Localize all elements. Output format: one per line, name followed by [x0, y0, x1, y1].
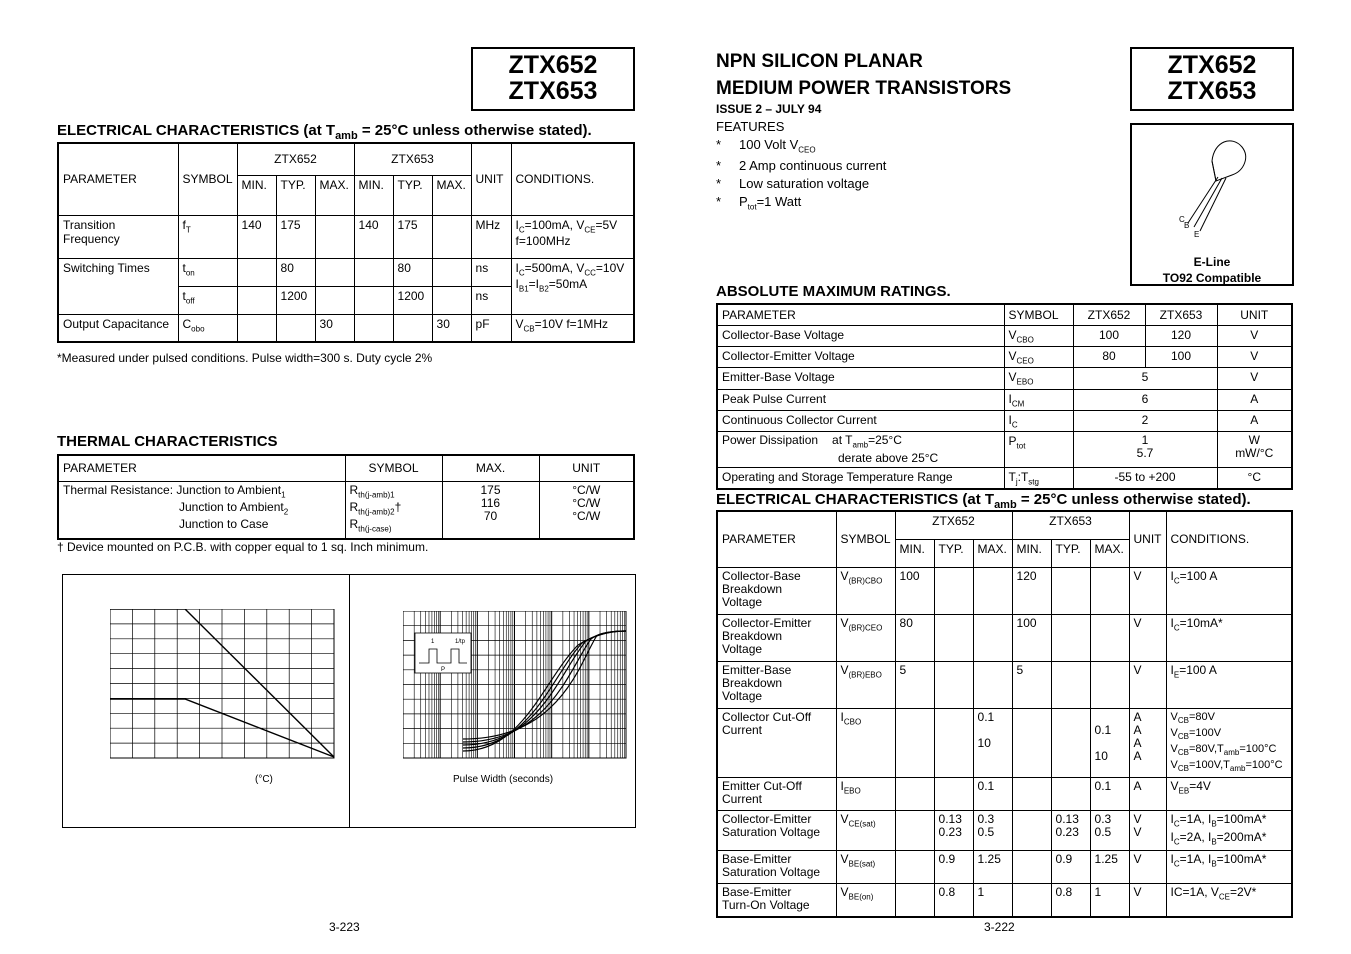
- table-row: [58, 314, 634, 342]
- right-elec-val: 0.13 0.23: [1051, 811, 1090, 851]
- left-elec-val: 30: [315, 314, 354, 342]
- right-elec-val: 0.13 0.23: [934, 811, 973, 851]
- pulse-curve: [463, 631, 626, 748]
- left-elec-param: Switching Times: [58, 258, 178, 314]
- right-elec-h-min1: MIN.: [895, 539, 934, 567]
- left-elec-val: [432, 258, 471, 286]
- table-row: [717, 411, 1292, 432]
- abs-symbol: $I_C$: [1004, 411, 1073, 432]
- pin-c-label: C: [1179, 215, 1185, 224]
- right-elec-cond: $I_C=1A$, $I_B=100mA*$: [1166, 851, 1292, 884]
- abs-param: Continuous Collector Current: [717, 411, 1004, 432]
- right-elec-cond: $I_C=100$ A: [1166, 567, 1292, 614]
- table-row: [717, 884, 1292, 917]
- left-elec-h-min1: MIN.: [237, 175, 276, 215]
- abs-param: Power Dissipation at $T_{amb}=25^\circ C$ derate above 25°C: [717, 432, 1004, 467]
- graphs-frame: [62, 574, 636, 828]
- right-issue: ISSUE 2 – JULY 94: [716, 102, 822, 116]
- package-caption: [1132, 254, 1292, 286]
- right-elec-val: 0.9: [934, 851, 973, 884]
- right-elec-val: [895, 884, 934, 917]
- abs-val-both: 1 5.7: [1073, 432, 1217, 467]
- pulse-inset-label1: 1: [431, 639, 435, 645]
- left-page-number: 3-223: [329, 920, 360, 934]
- right-elec-symbol: $V_{(BR)CBO}$: [836, 567, 895, 614]
- left-elec-h-param: PARAMETER: [58, 143, 178, 215]
- left-elec-param: Transition Frequency: [58, 215, 178, 258]
- abs-val-both: 6: [1073, 389, 1217, 410]
- graphs-divider: [349, 575, 350, 827]
- right-elec-table: [716, 510, 1293, 918]
- right-title: [716, 48, 1011, 102]
- right-elec-symbol: $V_{(BR)CEO}$: [836, 614, 895, 661]
- right-elec-unit: A A A A: [1129, 708, 1166, 778]
- right-elec-cond: $I_C=10mA*$: [1166, 614, 1292, 661]
- list-item: * Low saturation voltage: [716, 175, 870, 191]
- right-page-number: 3-222: [984, 920, 1015, 934]
- abs-val-653: 100: [1145, 346, 1217, 367]
- left-elec-h-cond: CONDITIONS.: [511, 143, 634, 215]
- right-elec-val: 0.3 0.5: [973, 811, 1012, 851]
- right-elec-val: 100: [1012, 614, 1051, 661]
- abs-unit: A: [1217, 389, 1292, 410]
- left-elec-sym: $f_T$: [178, 215, 237, 258]
- left-elec-h-symbol: SYMBOL: [178, 143, 237, 215]
- right-elec-val: [1090, 614, 1129, 661]
- right-elec-val: [934, 661, 973, 708]
- right-elec-val: [1090, 567, 1129, 614]
- pulse-curve: [463, 631, 626, 742]
- left-elec-h-653: ZTX653: [354, 143, 471, 175]
- right-elec-val: 120: [1012, 567, 1051, 614]
- thermal-note: † Device mounted on P.C.B. with copper equal to 1 sq. Inch minimum.: [57, 540, 429, 554]
- left-elec-val: [354, 258, 393, 286]
- table-row: [717, 567, 1292, 614]
- right-elec-val: 0.1: [973, 778, 1012, 811]
- abs-val-both: 2: [1073, 411, 1217, 432]
- right-elec-cond: $V_{CB}=80V$ $V_{CB}=100V$ $V_{CB}=80V,T_{amb}=100^\circ C$ $V_{CB}=100V,T_{amb}=100^\circ C$: [1166, 708, 1292, 778]
- right-elec-unit: V: [1129, 567, 1166, 614]
- right-part-number-box: [1130, 47, 1294, 111]
- left-elec-val: [237, 314, 276, 342]
- table-row: [717, 778, 1292, 811]
- right-elec-val: [973, 661, 1012, 708]
- left-elec-cond: $I_C=500mA$, $V_{CC}=10V$ $I_{B1}=I_{B2}=50mA$: [511, 258, 634, 314]
- right-elec-cond: $V_{EB}=4V$: [1166, 778, 1292, 811]
- right-elec-param: Emitter Cut-Off Current: [717, 778, 836, 811]
- abs-unit: V: [1217, 325, 1292, 346]
- right-elec-val: 0.1 10: [973, 708, 1012, 778]
- right-elec-h-typ1: TYP.: [934, 539, 973, 567]
- abs-val-653: 120: [1145, 325, 1217, 346]
- right-part-number-1: ZTX652: [1167, 51, 1257, 79]
- right-elec-h-652: ZTX652: [895, 511, 1012, 539]
- right-part-number-2: ZTX653: [1167, 77, 1257, 105]
- right-elec-symbol: $V_{BE(on)}$: [836, 884, 895, 917]
- abs-param: Peak Pulse Current: [717, 389, 1004, 410]
- right-elec-val: [973, 567, 1012, 614]
- abs-unit: °C: [1217, 467, 1292, 489]
- right-elec-val: [934, 567, 973, 614]
- left-part-number-2: ZTX653: [508, 77, 598, 105]
- derating-graph: [110, 609, 335, 759]
- abs-h-unit: UNIT: [1217, 304, 1292, 325]
- right-elec-cond: $I_E=100$ A: [1166, 661, 1292, 708]
- left-elec-h-typ2: TYP.: [393, 175, 432, 215]
- right-elec-symbol: $V_{BE(sat)}$: [836, 851, 895, 884]
- right-elec-param: Base-Emitter Turn-On Voltage: [717, 884, 836, 917]
- table-row: [717, 368, 1292, 389]
- table-row: [717, 467, 1292, 489]
- right-elec-h-unit: UNIT: [1129, 511, 1166, 567]
- abs-unit: V: [1217, 346, 1292, 367]
- right-elec-unit: V: [1129, 661, 1166, 708]
- abs-symbol: $I_{CM}$: [1004, 389, 1073, 410]
- abs-symbol: $P_{tot}$: [1004, 432, 1073, 467]
- left-elec-val: 80: [393, 258, 432, 286]
- right-title-line1: NPN SILICON PLANAR: [716, 51, 923, 72]
- right-elec-h-symbol: SYMBOL: [836, 511, 895, 567]
- left-elec-table: [57, 142, 635, 343]
- left-elec-unit: ns: [471, 258, 511, 286]
- right-elec-val: [1012, 851, 1051, 884]
- list-item: * $P_{tot}=1$ Watt: [716, 193, 802, 212]
- left-elec-note: *Measured under pulsed conditions. Pulse width=300 s. Duty cycle 2%: [57, 351, 433, 365]
- right-elec-param: Collector-Emitter Breakdown Voltage: [717, 614, 836, 661]
- abs-unit: V: [1217, 368, 1292, 389]
- right-elec-unit: V V: [1129, 811, 1166, 851]
- right-elec-val: 100: [895, 567, 934, 614]
- right-elec-val: 5: [895, 661, 934, 708]
- left-elec-val: 1200: [393, 286, 432, 314]
- table-row: [717, 708, 1292, 778]
- abs-h-symbol: SYMBOL: [1004, 304, 1073, 325]
- abs-symbol: $V_{EBO}$: [1004, 368, 1073, 389]
- right-elec-val: [973, 614, 1012, 661]
- abs-h-param: PARAMETER: [717, 304, 1004, 325]
- right-elec-val: [895, 778, 934, 811]
- right-elec-cond: IC=1A, $V_{CE}=2V*$: [1166, 884, 1292, 917]
- left-elec-h-typ1: TYP.: [276, 175, 315, 215]
- right-elec-h-typ2: TYP.: [1051, 539, 1090, 567]
- left-part-number-1: ZTX652: [508, 51, 598, 79]
- right-elec-val: 0.8: [934, 884, 973, 917]
- package-line1: E-Line: [1193, 255, 1231, 269]
- right-elec-val: 1.25: [973, 851, 1012, 884]
- left-elec-h-min2: MIN.: [354, 175, 393, 215]
- graph1-xlabel: (°C): [255, 774, 273, 785]
- right-elec-val: [1051, 567, 1090, 614]
- thermal-h-max: MAX.: [442, 455, 539, 481]
- right-elec-val: 1: [973, 884, 1012, 917]
- left-elec-sym: $C_{obo}$: [178, 314, 237, 342]
- right-elec-param: Collector-Emitter Saturation Voltage: [717, 811, 836, 851]
- right-elec-param: Emitter-Base Breakdown Voltage: [717, 661, 836, 708]
- thermal-h-unit: UNIT: [539, 455, 634, 481]
- thermal-h-symbol: SYMBOL: [345, 455, 442, 481]
- thermal-unit: °C/W °C/W °C/W: [539, 481, 634, 539]
- graph2-xlabel: Pulse Width (seconds): [453, 774, 554, 785]
- right-elec-unit: A: [1129, 778, 1166, 811]
- left-elec-unit: pF: [471, 314, 511, 342]
- left-elec-h-unit: UNIT: [471, 143, 511, 215]
- left-elec-val: [237, 258, 276, 286]
- right-elec-h-653: ZTX653: [1012, 511, 1129, 539]
- right-elec-val: [1090, 661, 1129, 708]
- right-elec-val: 5: [1012, 661, 1051, 708]
- right-elec-unit: V: [1129, 884, 1166, 917]
- left-elec-val: [237, 286, 276, 314]
- left-elec-val: [315, 286, 354, 314]
- right-elec-val: 80: [895, 614, 934, 661]
- features-list: [716, 119, 886, 214]
- left-elec-h-max1: MAX.: [315, 175, 354, 215]
- left-elec-val: [276, 314, 315, 342]
- right-elec-val: [1012, 884, 1051, 917]
- left-elec-unit: ns: [471, 286, 511, 314]
- left-elec-val: [315, 258, 354, 286]
- right-elec-cond: $I_C=1A$, $I_B=100mA*$ $I_C=2A$, $I_B=200mA*$: [1166, 811, 1292, 851]
- left-elec-h-max2: MAX.: [432, 175, 471, 215]
- pulse-curve: [463, 631, 626, 739]
- left-elec-cond: $V_{CB}=10V$ f=1MHz: [511, 314, 634, 342]
- left-elec-cond: $I_C=100mA$, $V_{CE}=5V$ f=100MHz: [511, 215, 634, 258]
- left-elec-sym: $t_{on}$: [178, 258, 237, 286]
- abs-val-652: 80: [1073, 346, 1145, 367]
- right-elec-h-max1: MAX.: [973, 539, 1012, 567]
- right-elec-param: Collector-Base Breakdown Voltage: [717, 567, 836, 614]
- right-elec-symbol: $I_{CBO}$: [836, 708, 895, 778]
- left-elec-title: ELECTRICAL CHARACTERISTICS (at $T_{amb} = 25^\circ C$ unless otherwise stated).: [57, 122, 592, 142]
- abs-param: Operating and Storage Temperature Range: [717, 467, 1004, 489]
- thermal-max: 175 116 70: [442, 481, 539, 539]
- right-elec-val: 1: [1090, 884, 1129, 917]
- pin-b-label: B: [1184, 221, 1190, 230]
- abs-val-both: -55 to +200: [1073, 467, 1217, 489]
- right-title-line2: MEDIUM POWER TRANSISTORS: [716, 78, 1012, 99]
- right-elec-val: [1012, 811, 1051, 851]
- thermal-symbol: $R_{th(j-amb)1}$ $R_{th(j-amb)2}\dagger$ $R_{th(j-case)}$: [345, 481, 442, 539]
- right-elec-title: ELECTRICAL CHARACTERISTICS (at $T_{amb} = 25^\circ C$ unless otherwise stated).: [716, 491, 1251, 511]
- package-box: [1130, 123, 1294, 286]
- right-elec-unit: V: [1129, 614, 1166, 661]
- right-elec-param: Base-Emitter Saturation Voltage: [717, 851, 836, 884]
- right-elec-h-min2: MIN.: [1012, 539, 1051, 567]
- table-row: [717, 389, 1292, 410]
- right-elec-h-param: PARAMETER: [717, 511, 836, 567]
- thermal-table: [57, 454, 635, 540]
- right-elec-val: [1051, 708, 1090, 778]
- thermal-title: THERMAL CHARACTERISTICS: [57, 433, 278, 450]
- left-elec-val: [354, 314, 393, 342]
- features-label: FEATURES: [716, 119, 785, 134]
- abs-h-652: ZTX652: [1073, 304, 1145, 325]
- right-elec-symbol: $V_{(BR)EBO}$: [836, 661, 895, 708]
- right-elec-val: [1051, 614, 1090, 661]
- right-elec-val: 0.9: [1051, 851, 1090, 884]
- pulse-graph: [403, 611, 627, 759]
- abs-h-653: ZTX653: [1145, 304, 1217, 325]
- abs-symbol: $T_j:T_{stg}$: [1004, 467, 1073, 489]
- left-elec-h-652: ZTX652: [237, 143, 354, 175]
- abs-max-title: ABSOLUTE MAXIMUM RATINGS.: [716, 283, 951, 300]
- abs-val-652: 100: [1073, 325, 1145, 346]
- right-elec-val: 0.8: [1051, 884, 1090, 917]
- right-elec-h-cond: CONDITIONS.: [1166, 511, 1292, 567]
- abs-param: Collector-Base Voltage: [717, 325, 1004, 346]
- table-row: [717, 346, 1292, 367]
- right-elec-val: 0.1: [1090, 778, 1129, 811]
- right-elec-val: [1012, 708, 1051, 778]
- table-row: [58, 481, 634, 539]
- table-row: [717, 851, 1292, 884]
- left-elec-sym: $t_{off}$: [178, 286, 237, 314]
- right-elec-body: [717, 567, 1292, 917]
- right-elec-val: 0.3 0.5: [1090, 811, 1129, 851]
- right-elec-val: [1051, 661, 1090, 708]
- abs-symbol: $V_{CBO}$: [1004, 325, 1073, 346]
- transistor-package-icon: [1172, 131, 1262, 241]
- right-elec-param: Collector Cut-Off Current: [717, 708, 836, 778]
- table-row: [58, 215, 634, 258]
- right-elec-val: [934, 778, 973, 811]
- right-elec-symbol: $I_{EBO}$: [836, 778, 895, 811]
- table-row: [58, 258, 634, 286]
- left-elec-val: [354, 286, 393, 314]
- list-item: * 100 Volt $V_{CEO}$: [716, 137, 816, 155]
- pulse-inset-label3: P: [441, 667, 446, 673]
- right-elec-val: [934, 708, 973, 778]
- right-elec-val: 1.25: [1090, 851, 1129, 884]
- left-elec-val: 175: [393, 215, 432, 258]
- abs-max-table: [716, 303, 1293, 490]
- table-row: [717, 325, 1292, 346]
- left-elec-val: 80: [276, 258, 315, 286]
- left-elec-val: 30: [432, 314, 471, 342]
- table-row: [717, 614, 1292, 661]
- pulse-curve: [463, 631, 626, 751]
- abs-param: Emitter-Base Voltage: [717, 368, 1004, 389]
- abs-unit: A: [1217, 411, 1292, 432]
- right-elec-val: [895, 708, 934, 778]
- left-elec-val: [393, 314, 432, 342]
- pulse-curve: [463, 631, 626, 745]
- pin-e-label: E: [1194, 230, 1200, 239]
- table-row: [717, 661, 1292, 708]
- right-elec-unit: V: [1129, 851, 1166, 884]
- abs-symbol: $V_{CEO}$: [1004, 346, 1073, 367]
- abs-val-both: 5: [1073, 368, 1217, 389]
- abs-unit: W mW/°C: [1217, 432, 1292, 467]
- right-elec-val: [1012, 778, 1051, 811]
- left-elec-val: 175: [276, 215, 315, 258]
- pulse-inset-label2: 1/tp: [455, 639, 466, 645]
- left-elec-val: 1200: [276, 286, 315, 314]
- right-elec-val: [1051, 778, 1090, 811]
- right-elec-val: 0.1 10: [1090, 708, 1129, 778]
- list-item: * 2 Amp continuous current: [716, 157, 887, 173]
- package-line2: TO92 Compatible: [1162, 271, 1262, 285]
- left-elec-val: 140: [354, 215, 393, 258]
- left-elec-unit: MHz: [471, 215, 511, 258]
- left-elec-param: Output Capacitance: [58, 314, 178, 342]
- left-elec-val: 140: [237, 215, 276, 258]
- left-elec-val: [432, 286, 471, 314]
- table-row: [717, 432, 1292, 467]
- right-elec-val: [934, 614, 973, 661]
- thermal-param: Thermal Resistance: Junction to Ambient$_1$ Junction to Ambient$_2$ Junction to Case: [58, 481, 345, 539]
- right-elec-val: [895, 811, 934, 851]
- thermal-h-param: PARAMETER: [58, 455, 345, 481]
- abs-param: Collector-Emitter Voltage: [717, 346, 1004, 367]
- right-elec-symbol: $V_{CE(sat)}$: [836, 811, 895, 851]
- left-part-number-box: [471, 47, 635, 111]
- right-elec-val: [895, 851, 934, 884]
- left-elec-val: [315, 215, 354, 258]
- table-row: [717, 811, 1292, 851]
- left-elec-val: [432, 215, 471, 258]
- right-elec-h-max2: MAX.: [1090, 539, 1129, 567]
